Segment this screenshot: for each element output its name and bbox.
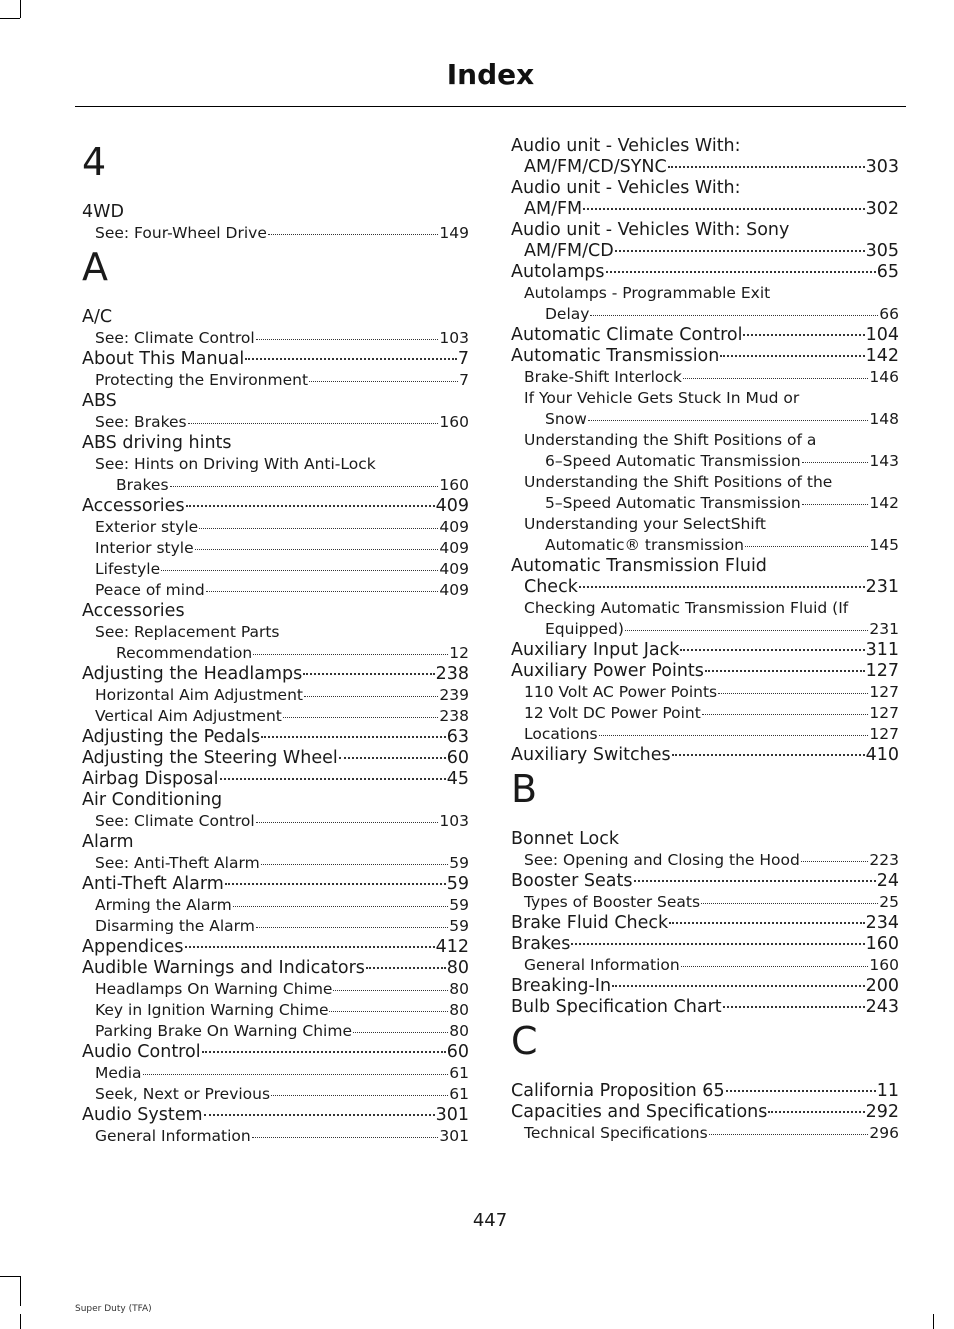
index-entry[interactable] xyxy=(511,325,899,346)
entry-page: 12 xyxy=(449,644,469,662)
dot-leader xyxy=(801,861,869,862)
dot-leader xyxy=(186,505,435,507)
index-subentry[interactable] xyxy=(82,811,469,832)
index-entry[interactable] xyxy=(82,349,469,370)
index-entry[interactable] xyxy=(82,496,469,517)
dot-leader xyxy=(271,1095,448,1096)
dot-leader xyxy=(170,486,439,487)
index-entry[interactable] xyxy=(511,640,899,661)
index-heading: Audio unit - Vehicles With: xyxy=(511,178,741,198)
section-letter: 4 xyxy=(82,140,107,184)
dot-leader xyxy=(283,717,439,718)
entry-page: 103 xyxy=(439,812,469,830)
entry-page: 59 xyxy=(446,874,469,894)
entry-page: 24 xyxy=(876,871,899,891)
entry-page: 200 xyxy=(865,976,899,996)
index-entry[interactable] xyxy=(511,745,899,766)
entry-text: Exterior style xyxy=(95,518,199,536)
index-subentry[interactable] xyxy=(82,223,469,244)
entry-page: 61 xyxy=(449,1064,469,1082)
entry-page: 45 xyxy=(446,769,469,789)
index-entry[interactable] xyxy=(511,934,899,955)
index-entry[interactable] xyxy=(511,241,899,262)
entry-text: Automatic® transmission xyxy=(545,536,744,554)
index-entry[interactable] xyxy=(82,727,469,748)
dot-leader xyxy=(309,381,458,382)
entry-text: About This Manual xyxy=(82,349,245,369)
dot-leader xyxy=(681,966,869,967)
entry-page: 80 xyxy=(449,1001,469,1019)
entry-text: See: Four-Wheel Drive xyxy=(95,224,267,242)
entry-text: Anti-Theft Alarm xyxy=(82,874,224,894)
entry-page: 412 xyxy=(435,937,469,957)
entry-page: 238 xyxy=(435,664,469,684)
entry-page: 80 xyxy=(449,1022,469,1040)
entry-text: Appendices xyxy=(82,937,184,957)
index-subentry[interactable] xyxy=(511,619,899,640)
entry-page: 410 xyxy=(865,745,899,765)
entry-page: 409 xyxy=(439,539,469,557)
entry-text: Disarming the Alarm xyxy=(95,917,255,935)
entry-text: Adjusting the Headlamps xyxy=(82,664,303,684)
entry-page: 143 xyxy=(869,452,899,470)
entry-text: Auxiliary Switches xyxy=(511,745,671,765)
dot-leader xyxy=(185,946,435,948)
index-subentry[interactable] xyxy=(511,409,899,430)
entry-page: 149 xyxy=(439,224,469,242)
entry-page: 145 xyxy=(869,536,899,554)
entry-page: 301 xyxy=(435,1105,469,1125)
index-subheading: Autolamps - Programmable Exit xyxy=(524,284,771,302)
index-subentry[interactable] xyxy=(82,853,469,874)
entry-page: 239 xyxy=(439,686,469,704)
index-subentry[interactable] xyxy=(511,955,899,976)
entry-page: 223 xyxy=(869,851,899,869)
index-heading: Alarm xyxy=(82,832,134,852)
index-entry[interactable] xyxy=(511,157,899,178)
entry-text: Snow xyxy=(545,410,587,428)
entry-text: Technical Specifications xyxy=(524,1124,708,1142)
entry-page: 148 xyxy=(869,410,899,428)
entry-text: Brakes xyxy=(511,934,571,954)
entry-text: Auxiliary Power Points xyxy=(511,661,704,681)
dot-leader xyxy=(634,880,876,882)
entry-text: See: Climate Control xyxy=(95,812,255,830)
dot-leader xyxy=(339,757,446,759)
entry-page: 142 xyxy=(869,494,899,512)
entry-page: 238 xyxy=(439,707,469,725)
entry-text: Vertical Aim Adjustment xyxy=(95,707,282,725)
entry-text: Brake Fluid Check xyxy=(511,913,669,933)
entry-page: 296 xyxy=(869,1124,899,1142)
entry-text: Booster Seats xyxy=(511,871,633,891)
dot-leader xyxy=(256,927,448,928)
index-subentry[interactable] xyxy=(511,892,899,913)
index-subheading: Checking Automatic Transmission Fluid (If xyxy=(524,599,849,617)
entry-text: Check xyxy=(524,577,578,597)
entry-page: 231 xyxy=(869,620,899,638)
index-subentry[interactable] xyxy=(511,304,899,325)
entry-text: Media xyxy=(95,1064,142,1082)
entry-page: 409 xyxy=(439,581,469,599)
section-letter: B xyxy=(511,767,538,811)
crop-mark xyxy=(0,1276,20,1277)
dot-leader xyxy=(304,696,438,697)
entry-page: 146 xyxy=(869,368,899,386)
dot-leader xyxy=(233,906,449,907)
crop-mark xyxy=(0,18,20,19)
index-subentry[interactable] xyxy=(82,559,469,580)
index-subheading: If Your Vehicle Gets Stuck In Mud or xyxy=(524,389,800,407)
index-subentry[interactable] xyxy=(82,475,469,496)
dot-leader xyxy=(333,990,448,991)
dot-leader xyxy=(195,549,439,550)
entry-text: Auxiliary Input Jack xyxy=(511,640,680,660)
index-entry[interactable] xyxy=(511,577,899,598)
entry-page: 59 xyxy=(449,917,469,935)
index-heading: Automatic Transmission Fluid xyxy=(511,556,767,576)
entry-text: Autolamps xyxy=(511,262,605,282)
index-entry[interactable] xyxy=(511,346,899,367)
entry-text: Arming the Alarm xyxy=(95,896,232,914)
index-entry[interactable] xyxy=(82,769,469,790)
dot-leader xyxy=(256,339,439,340)
dot-leader xyxy=(709,1134,869,1135)
dot-leader xyxy=(599,735,869,736)
entry-text: Brakes xyxy=(116,476,169,494)
entry-text: See: Brakes xyxy=(95,413,187,431)
index-subentry[interactable] xyxy=(511,451,899,472)
entry-page: 7 xyxy=(459,371,469,389)
index-entry[interactable] xyxy=(511,913,899,934)
entry-text: Adjusting the Pedals xyxy=(82,727,261,747)
entry-text: Peace of mind xyxy=(95,581,205,599)
index-subentry[interactable] xyxy=(511,703,899,724)
entry-text: See: Anti-Theft Alarm xyxy=(95,854,260,872)
entry-text: Accessories xyxy=(82,496,185,516)
index-subheading: See: Hints on Driving With Anti-Lock xyxy=(95,455,376,473)
entry-page: 127 xyxy=(869,704,899,722)
entry-text: Equipped) xyxy=(545,620,624,638)
entry-page: 104 xyxy=(865,325,899,345)
dot-leader xyxy=(745,546,868,547)
index-subheading: Understanding the Shift Positions of a xyxy=(524,431,817,449)
index-entry[interactable] xyxy=(511,1081,899,1102)
dot-leader xyxy=(261,864,449,865)
crop-mark xyxy=(20,0,21,18)
dot-leader xyxy=(705,670,865,672)
index-subentry[interactable] xyxy=(511,1123,899,1144)
entry-text: Adjusting the Steering Wheel xyxy=(82,748,338,768)
index-column-left xyxy=(82,136,469,1147)
entry-text: Audio System xyxy=(82,1105,203,1125)
index-entry[interactable] xyxy=(511,976,899,997)
dot-leader xyxy=(579,586,865,588)
entry-text: Automatic Climate Control xyxy=(511,325,743,345)
dot-leader xyxy=(612,985,865,987)
index-subentry[interactable] xyxy=(82,538,469,559)
dot-leader xyxy=(252,1137,439,1138)
index-subentry[interactable] xyxy=(511,367,899,388)
dot-leader xyxy=(701,903,878,904)
index-subentry[interactable] xyxy=(82,370,469,391)
entry-text: Audible Warnings and Indicators xyxy=(82,958,365,978)
dot-leader xyxy=(245,358,457,360)
entry-text: See: Opening and Closing the Hood xyxy=(524,851,800,869)
entry-page: 60 xyxy=(446,1042,469,1062)
entry-text: Breaking-In xyxy=(511,976,612,996)
index-entry[interactable] xyxy=(82,937,469,958)
entry-text: 5–Speed Automatic Transmission xyxy=(545,494,801,512)
dot-leader xyxy=(161,570,438,571)
entry-page: 127 xyxy=(865,661,899,681)
index-heading: Air Conditioning xyxy=(82,790,223,810)
index-heading: ABS driving hints xyxy=(82,433,232,453)
entry-page: 160 xyxy=(865,934,899,954)
entry-text: Key in Ignition Warning Chime xyxy=(95,1001,329,1019)
entry-page: 103 xyxy=(439,329,469,347)
index-subentry[interactable] xyxy=(511,724,899,745)
index-subentry[interactable] xyxy=(511,850,899,871)
index-subentry[interactable] xyxy=(82,706,469,727)
index-entry[interactable] xyxy=(511,997,899,1018)
entry-page: 59 xyxy=(449,854,469,872)
index-entry[interactable] xyxy=(82,958,469,979)
entry-text: General Information xyxy=(524,956,680,974)
index-subentry[interactable] xyxy=(511,493,899,514)
entry-page: 66 xyxy=(879,305,899,323)
entry-text: Brake-Shift Interlock xyxy=(524,368,682,386)
entry-text: AM/FM/CD/SYNC xyxy=(524,157,667,177)
entry-page: 409 xyxy=(435,496,469,516)
index-subentry[interactable] xyxy=(82,643,469,664)
dot-leader xyxy=(718,693,868,694)
entry-text: Bulb Specification Chart xyxy=(511,997,722,1017)
entry-page: 25 xyxy=(879,893,899,911)
entry-page: 160 xyxy=(439,476,469,494)
dot-leader xyxy=(353,1032,448,1033)
entry-text: Horizontal Aim Adjustment xyxy=(95,686,303,704)
entry-text: Protecting the Environment xyxy=(95,371,309,389)
index-entry[interactable] xyxy=(511,199,899,220)
dot-leader xyxy=(672,754,865,756)
index-subentry[interactable] xyxy=(82,1000,469,1021)
dot-leader xyxy=(268,234,439,235)
entry-text: 12 Volt DC Power Point xyxy=(524,704,701,722)
entry-text: Automatic Transmission xyxy=(511,346,720,366)
dot-leader xyxy=(206,591,439,592)
entry-page: 303 xyxy=(865,157,899,177)
entry-page: 231 xyxy=(865,577,899,597)
entry-page: 160 xyxy=(439,413,469,431)
dot-leader xyxy=(802,462,869,463)
index-entry[interactable] xyxy=(82,1105,469,1126)
index-entry[interactable] xyxy=(82,1042,469,1063)
index-heading: ABS xyxy=(82,391,117,411)
dot-leader xyxy=(261,736,446,738)
index-heading: Audio unit - Vehicles With: xyxy=(511,136,741,156)
page-title: Index xyxy=(446,58,535,91)
index-entry[interactable] xyxy=(511,871,899,892)
dot-leader xyxy=(702,714,869,715)
entry-page: 7 xyxy=(457,349,469,369)
index-heading: A/C xyxy=(82,307,113,327)
entry-page: 302 xyxy=(865,199,899,219)
dot-leader xyxy=(615,250,865,252)
entry-text: Capacities and Specifications xyxy=(511,1102,768,1122)
dot-leader xyxy=(188,423,439,424)
dot-leader xyxy=(723,1006,865,1008)
index-subheading: Understanding your SelectShift xyxy=(524,515,766,533)
entry-text: 110 Volt AC Power Points xyxy=(524,683,718,701)
section-letter: C xyxy=(511,1019,538,1063)
entry-text: Types of Booster Seats xyxy=(524,893,701,911)
index-subentry[interactable] xyxy=(82,580,469,601)
index-entry[interactable] xyxy=(511,262,899,283)
section-letter: A xyxy=(82,245,108,289)
index-entry[interactable] xyxy=(82,664,469,685)
dot-leader xyxy=(204,1114,435,1116)
index-subentry[interactable] xyxy=(82,916,469,937)
entry-text: Interior style xyxy=(95,539,194,557)
dot-leader xyxy=(366,967,446,969)
entry-page: 142 xyxy=(865,346,899,366)
dot-leader xyxy=(668,166,865,168)
entry-text: Delay xyxy=(545,305,590,323)
entry-text: Seek, Next or Previous xyxy=(95,1085,271,1103)
entry-text: California Proposition 65 xyxy=(511,1081,725,1101)
entry-page: 60 xyxy=(446,748,469,768)
entry-page: 160 xyxy=(869,956,899,974)
dot-leader xyxy=(253,654,448,655)
index-entry[interactable] xyxy=(82,874,469,895)
entry-text: See: Climate Control xyxy=(95,329,255,347)
index-heading: Accessories xyxy=(82,601,185,621)
entry-text: Recommendation xyxy=(116,644,253,662)
index-heading: Bonnet Lock xyxy=(511,829,619,849)
dot-leader xyxy=(199,528,438,529)
dot-leader xyxy=(202,1051,446,1053)
index-subentry[interactable] xyxy=(82,1063,469,1084)
entry-text: Headlamps On Warning Chime xyxy=(95,980,333,998)
dot-leader xyxy=(220,778,446,780)
index-entry[interactable] xyxy=(511,661,899,682)
dot-leader xyxy=(768,1111,864,1113)
dot-leader xyxy=(303,673,434,675)
entry-text: Audio Control xyxy=(82,1042,201,1062)
index-subentry[interactable] xyxy=(511,682,899,703)
dot-leader xyxy=(669,922,864,924)
entry-page: 311 xyxy=(865,640,899,660)
entry-page: 80 xyxy=(446,958,469,978)
index-heading: 4WD xyxy=(82,202,124,222)
entry-text: AM/FM xyxy=(524,199,583,219)
index-subentry[interactable] xyxy=(82,412,469,433)
index-entry[interactable] xyxy=(511,1102,899,1123)
index-subheading: Understanding the Shift Positions of the xyxy=(524,473,833,491)
entry-page: 305 xyxy=(865,241,899,261)
entry-page: 127 xyxy=(869,683,899,701)
entry-page: 409 xyxy=(439,560,469,578)
crop-mark xyxy=(20,1314,21,1329)
index-column-right xyxy=(511,136,899,1144)
dot-leader xyxy=(680,649,864,651)
dot-leader xyxy=(571,943,864,945)
index-subentry[interactable] xyxy=(82,517,469,538)
entry-text: General Information xyxy=(95,1127,251,1145)
entry-text: AM/FM/CD xyxy=(524,241,614,261)
index-subentry[interactable] xyxy=(82,1126,469,1147)
dot-leader xyxy=(720,355,864,357)
entry-page: 301 xyxy=(439,1127,469,1145)
entry-text: 6–Speed Automatic Transmission xyxy=(545,452,801,470)
entry-page: 409 xyxy=(439,518,469,536)
entry-page: 59 xyxy=(449,896,469,914)
index-subheading: See: Replacement Parts xyxy=(95,623,280,641)
entry-page: 80 xyxy=(449,980,469,998)
entry-page: 243 xyxy=(865,997,899,1017)
dot-leader xyxy=(590,315,878,316)
dot-leader xyxy=(329,1011,448,1012)
entry-page: 63 xyxy=(446,727,469,747)
index-subentry[interactable] xyxy=(82,1084,469,1105)
crop-mark xyxy=(933,1314,934,1329)
dot-leader xyxy=(256,822,439,823)
dot-leader xyxy=(802,504,869,505)
index-entry[interactable] xyxy=(82,748,469,769)
dot-leader xyxy=(726,1090,876,1092)
index-subentry[interactable] xyxy=(82,685,469,706)
footer-model-name: Super Duty (TFA) xyxy=(75,1304,152,1314)
entry-page: 11 xyxy=(876,1081,899,1101)
entry-text: Parking Brake On Warning Chime xyxy=(95,1022,352,1040)
entry-text: Airbag Disposal xyxy=(82,769,219,789)
index-heading: Audio unit - Vehicles With: Sony xyxy=(511,220,790,240)
dot-leader xyxy=(606,271,876,273)
dot-leader xyxy=(143,1074,449,1075)
index-subentry[interactable] xyxy=(511,535,899,556)
entry-page: 234 xyxy=(865,913,899,933)
index-subentry[interactable] xyxy=(82,895,469,916)
entry-page: 127 xyxy=(869,725,899,743)
entry-text: Lifestyle xyxy=(95,560,161,578)
dot-leader xyxy=(225,883,446,885)
entry-text: Locations xyxy=(524,725,598,743)
crop-mark xyxy=(20,1276,21,1306)
dot-leader xyxy=(588,420,869,421)
dot-leader xyxy=(583,208,864,210)
entry-page: 292 xyxy=(865,1102,899,1122)
title-divider xyxy=(75,106,906,107)
index-subentry[interactable] xyxy=(82,979,469,1000)
dot-leader xyxy=(625,630,869,631)
entry-page: 61 xyxy=(449,1085,469,1103)
page-number: 447 xyxy=(472,1210,508,1231)
index-subentry[interactable] xyxy=(82,1021,469,1042)
entry-page: 65 xyxy=(876,262,899,282)
dot-leader xyxy=(743,334,864,336)
dot-leader xyxy=(683,378,869,379)
index-subentry[interactable] xyxy=(82,328,469,349)
